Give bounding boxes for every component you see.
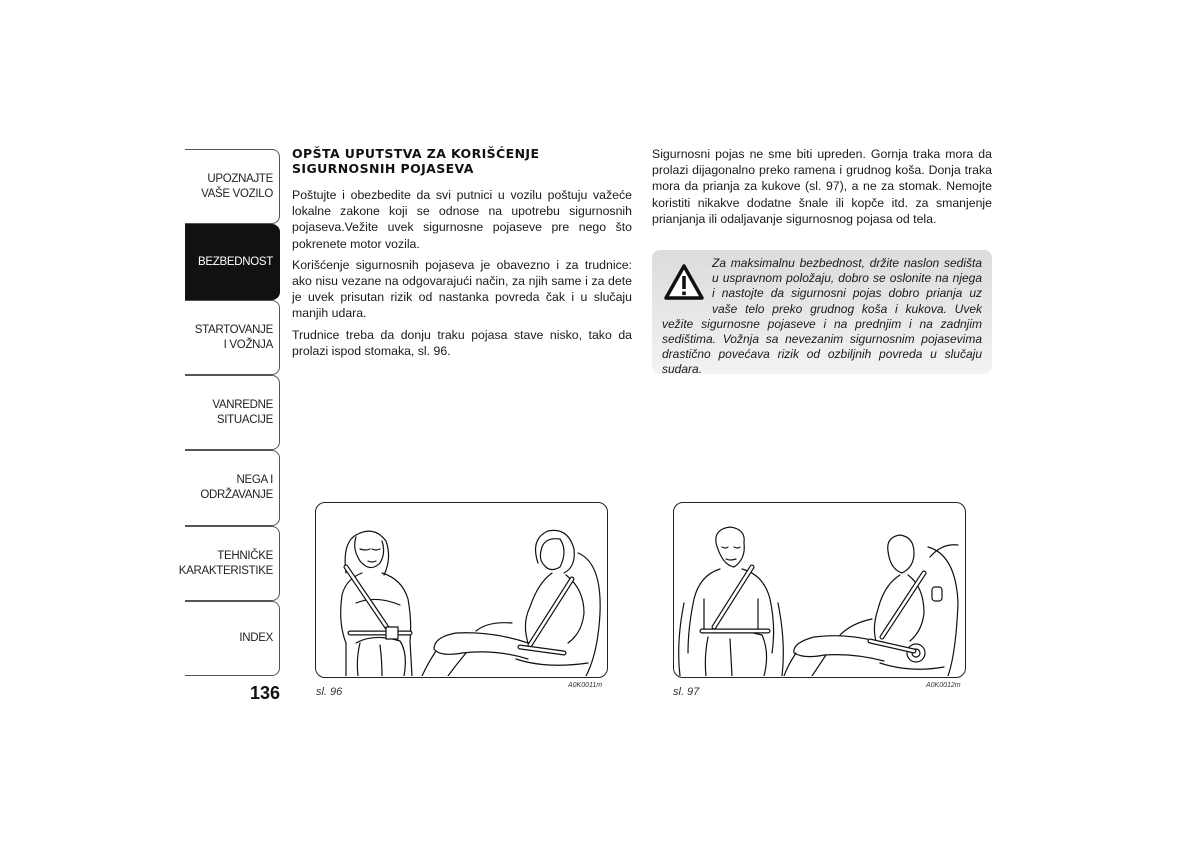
tab-label: VANREDNE SITUACIJE xyxy=(212,398,273,426)
paragraph: Trudnice treba da donju traku pojasa stave nisko, tako da prolazi ispod stomaka, sl. 96. xyxy=(292,327,632,358)
paragraph: Korišćenje sigurnosnih pojaseva je obavezno i za trudnice: ako nisu vezane na odgovarajući način, za njih same i za dete je uvek prisutan rizik od nastanka povreda čak i u slučaju manjih udara. xyxy=(292,257,632,321)
section-heading xyxy=(292,146,632,176)
tab-bezbednost[interactable] xyxy=(185,224,280,300)
tab-vanredne-situacije[interactable] xyxy=(185,375,280,450)
paragraph: Poštujte i obezbedite da svi putnici u vozilu poštuju važeće lokalne zakone koji se odnose na upotrebu sigurnosnih pojaseva.Vežite uvek sigurnosne pojaseve pre nego što pokrenete motor vozila. xyxy=(292,188,632,251)
page-number: 136 xyxy=(250,683,281,703)
figure-code: A0K0011m xyxy=(568,682,603,689)
tab-upoznajte-vase-vozilo[interactable] xyxy=(185,149,280,224)
illustration-man-seatbelt xyxy=(674,503,964,676)
tab-label: UPOZNAJTE VAŠE VOZILO xyxy=(201,172,273,200)
tab-label: TEHNIČKE KARAKTERISTIKE xyxy=(178,549,273,577)
illustration-pregnant-woman-seatbelt xyxy=(316,503,606,676)
warning-triangle-icon xyxy=(662,260,706,304)
figure-man-seatbelt xyxy=(673,502,966,678)
tab-nega-i-odrzavanje[interactable] xyxy=(185,450,280,526)
figure-pregnant-woman-seatbelt xyxy=(315,502,608,678)
tab-label: NEGA I ODRŽAVANJE xyxy=(200,474,273,501)
warning-box xyxy=(652,250,992,377)
warning-text: Za maksimalnu bezbednost, držite naslon sedišta u uspravnom položaju, dobro se oslonite na njega i nastojte da sigurnosni pojas dobro prianja uz vaše telo preko grudnog koša i kukova. Uvek vežite sigurnosne pojaseve i na prednjim i na zadnjim sedištima. Vožnja sa nevezanim sigurnosnim pojasevima drastično povećava rizik od ozbiljnih povreda u slučaju sudara. xyxy=(662,256,982,377)
section-heading-line2: SIGURNOSNIH POJASEVA xyxy=(292,161,474,176)
tab-label: INDEX xyxy=(239,632,273,644)
tab-index[interactable] xyxy=(185,601,280,676)
section-heading-line1: OPŠTA UPUTSTVA ZA KORIŠĆENJE xyxy=(292,146,540,161)
left-column xyxy=(292,187,632,364)
tab-label: STARTOVANJE I VOŽNJA xyxy=(194,323,273,351)
right-column xyxy=(652,146,992,232)
tab-label: BEZBEDNOST xyxy=(198,255,273,268)
paragraph: Sigurnosni pojas ne sme biti upreden. Gornja traka mora da prolazi dijagonalno preko ramena i grudnog koša. Donja traka mora da prianja za kukove (sl. 97), a ne za stomak. Nemojte koristiti nikakve dodatne šnale ili kopče itd. za smanjenje prianjanja ili odaljavanje sigurnosnog pojasa od tela. xyxy=(652,147,992,226)
tab-startovanje-i-voznja[interactable] xyxy=(185,300,280,375)
figure-caption: sl. 96 xyxy=(316,686,343,698)
figure-caption: sl. 97 xyxy=(673,686,700,698)
tab-tehnicke-karakteristike[interactable] xyxy=(178,526,280,601)
figure-code: A0K0012m xyxy=(926,682,961,689)
